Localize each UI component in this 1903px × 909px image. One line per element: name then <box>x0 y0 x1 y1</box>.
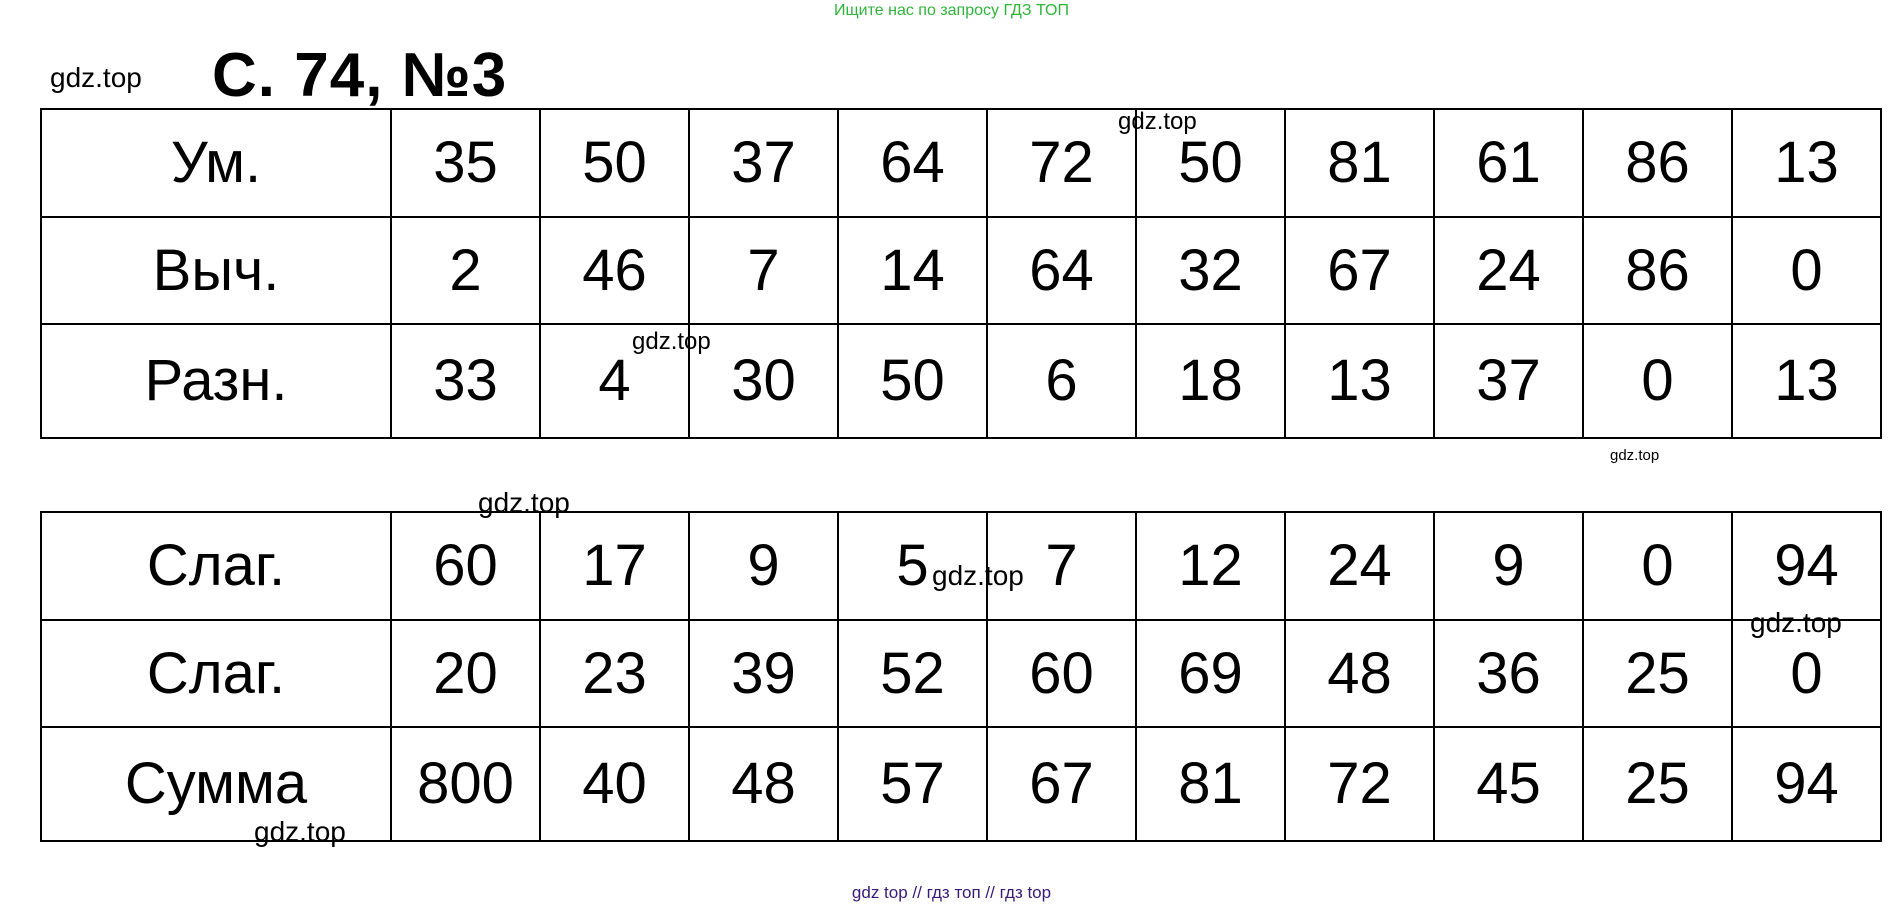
table-cell: 9 <box>689 512 838 620</box>
table-cell: 13 <box>1732 324 1881 438</box>
table-cell: 50 <box>1136 109 1285 217</box>
table-cell: 36 <box>1434 620 1583 727</box>
subtraction-table <box>40 108 1882 439</box>
row-label: Разн. <box>41 324 391 438</box>
table-cell: 25 <box>1583 727 1732 841</box>
addition-table <box>40 511 1882 842</box>
watermark: gdz.top <box>1610 447 1660 464</box>
watermark: gdz.top <box>1118 108 1197 135</box>
table-cell: 86 <box>1583 109 1732 217</box>
table-row <box>41 727 1881 841</box>
table-row <box>41 620 1881 727</box>
table-cell: 30 <box>689 324 838 438</box>
table-cell: 81 <box>1136 727 1285 841</box>
table-row <box>41 217 1881 324</box>
table-cell: 48 <box>1285 620 1434 727</box>
table-cell: 50 <box>838 324 987 438</box>
table-cell: 48 <box>689 727 838 841</box>
watermark: gdz.top <box>1750 607 1842 638</box>
table-cell: 25 <box>1583 620 1732 727</box>
table-cell: 7 <box>689 217 838 324</box>
table-cell: 52 <box>838 620 987 727</box>
table-row <box>41 109 1881 217</box>
watermark: gdz.top <box>478 487 570 518</box>
table-cell: 94 <box>1732 727 1881 841</box>
row-label: Ум. <box>41 109 391 217</box>
table-cell: 45 <box>1434 727 1583 841</box>
table-cell: 14 <box>838 217 987 324</box>
table-cell: 0 <box>1732 620 1881 727</box>
table-cell: 7 <box>987 512 1136 620</box>
table-cell: 6 <box>987 324 1136 438</box>
table-cell: 32 <box>1136 217 1285 324</box>
table-cell: 33 <box>391 324 540 438</box>
table-cell: 64 <box>987 217 1136 324</box>
table-cell: 67 <box>987 727 1136 841</box>
site-tag: gdz.top <box>50 62 142 93</box>
table-cell: 23 <box>540 620 689 727</box>
table-cell: 20 <box>391 620 540 727</box>
watermark: gdz.top <box>254 816 346 847</box>
row-label: Слаг. <box>41 620 391 727</box>
table-cell: 24 <box>1434 217 1583 324</box>
row-label: Выч. <box>41 217 391 324</box>
table-cell: 69 <box>1136 620 1285 727</box>
footer-links: gdz top // гдз топ // гдз top <box>851 883 1052 902</box>
table-cell: 9 <box>1434 512 1583 620</box>
table-cell: 81 <box>1285 109 1434 217</box>
table-cell: 86 <box>1583 217 1732 324</box>
table-cell: 67 <box>1285 217 1434 324</box>
table-cell: 0 <box>1583 512 1732 620</box>
table-cell: 800 <box>391 727 540 841</box>
table-cell: 12 <box>1136 512 1285 620</box>
table-cell: 2 <box>391 217 540 324</box>
table-cell: 17 <box>540 512 689 620</box>
table-row <box>41 512 1881 620</box>
table-cell: 37 <box>689 109 838 217</box>
table-cell: 72 <box>1285 727 1434 841</box>
row-label: Сумма <box>41 727 391 841</box>
table-cell: 64 <box>838 109 987 217</box>
table-cell: 60 <box>391 512 540 620</box>
table-cell: 72 <box>987 109 1136 217</box>
watermark: gdz.top <box>932 560 1024 591</box>
table-cell: 13 <box>1732 109 1881 217</box>
table-cell: 39 <box>689 620 838 727</box>
page-title: С. 74, №3 <box>212 41 508 110</box>
top-banner: Ищите нас по запросу ГДЗ ТОП <box>834 2 1069 19</box>
table-cell: 57 <box>838 727 987 841</box>
table-cell: 4 <box>540 324 689 438</box>
table-cell: 24 <box>1285 512 1434 620</box>
table-cell: 0 <box>1583 324 1732 438</box>
table-cell: 35 <box>391 109 540 217</box>
table-cell: 5 <box>838 512 987 620</box>
table-cell: 37 <box>1434 324 1583 438</box>
table-cell: 46 <box>540 217 689 324</box>
table-cell: 40 <box>540 727 689 841</box>
table-row <box>41 324 1881 438</box>
table-cell: 18 <box>1136 324 1285 438</box>
table-cell: 0 <box>1732 217 1881 324</box>
table-cell: 61 <box>1434 109 1583 217</box>
table-cell: 60 <box>987 620 1136 727</box>
table-cell: 13 <box>1285 324 1434 438</box>
table-cell: 50 <box>540 109 689 217</box>
watermark: gdz.top <box>632 328 711 355</box>
row-label: Слаг. <box>41 512 391 620</box>
table-cell: 94 <box>1732 512 1881 620</box>
